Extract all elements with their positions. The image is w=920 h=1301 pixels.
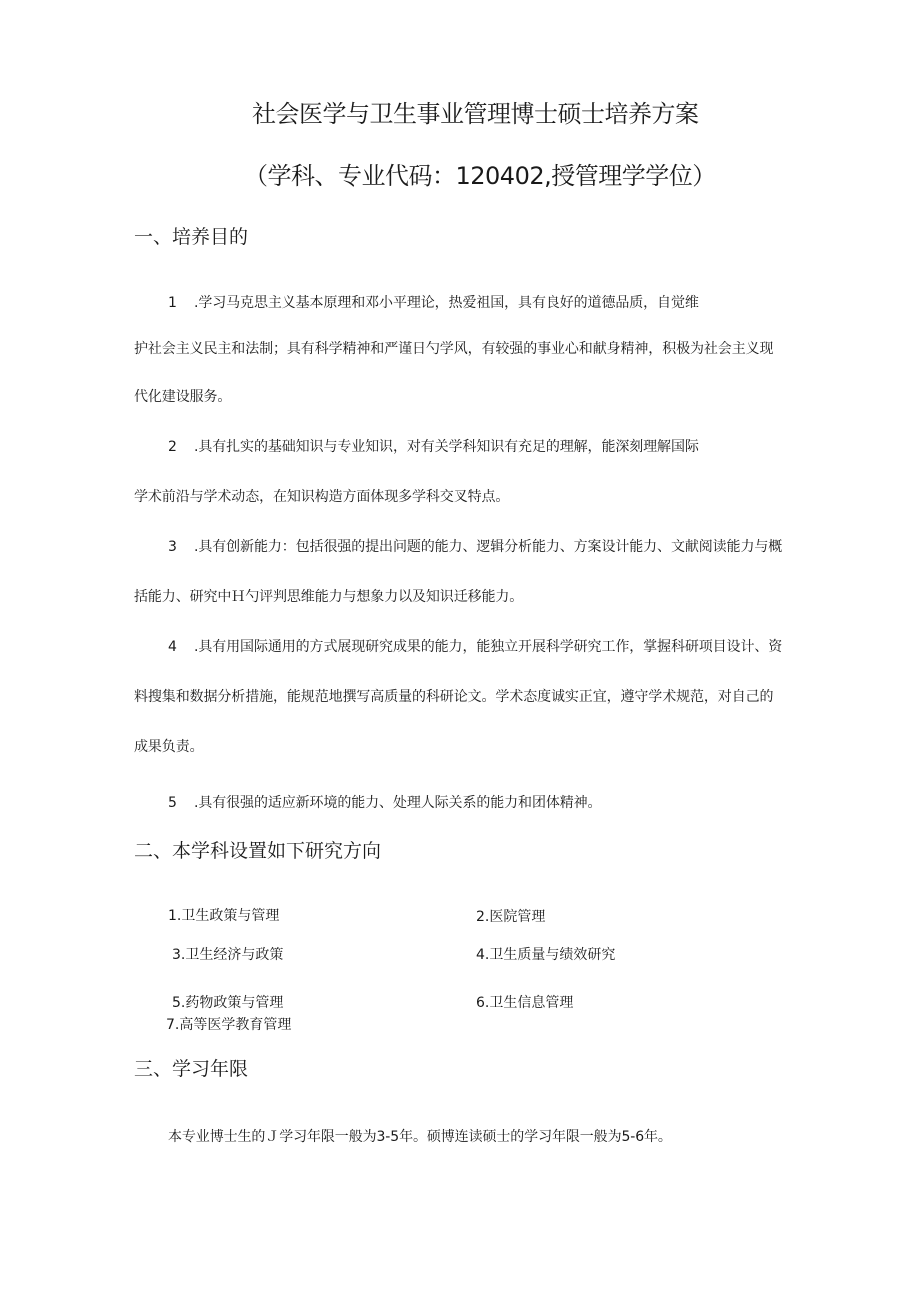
objective-number: 4 xyxy=(168,639,177,655)
objective-item-3-line1: 3 .具有创新能力：包括很强的提出问题的能力、逻辑分析能力、方案设计能力、文献阅读能力与概 xyxy=(168,539,783,555)
section-heading-research-directions: 二、本学科设置如下研究方向 xyxy=(134,840,382,862)
research-direction-4: 4.卫生质量与绩效研究 xyxy=(476,947,616,963)
objective-number: 2 xyxy=(168,439,177,455)
research-direction-2: 2.医院管理 xyxy=(476,909,546,925)
research-direction-1: 1.卫生政策与管理 xyxy=(168,908,280,924)
document-subtitle: （学科、专业代码：120402,授管理学学位） xyxy=(244,162,716,190)
objective-item-1-line2: 护社会主义民主和法制；具有科学精神和严谨日勺学风，有较强的事业心和献身精神，积极为社会主义现 xyxy=(134,341,774,357)
objective-item-3-line2: 括能力、研究中Ｈ勺评判思维能力与想象力以及知识迁移能力。 xyxy=(134,589,524,605)
research-direction-7: 7.高等医学教育管理 xyxy=(166,1017,292,1033)
research-direction-5: 5.药物政策与管理 xyxy=(172,995,284,1011)
objective-item-4-line3: 成果负责。 xyxy=(134,739,204,755)
objective-number: 1 xyxy=(168,295,177,311)
objective-item-2-line1: 2 .具有扎实的基础知识与专业知识，对有关学科知识有充足的理解，能深刻理解国际 xyxy=(168,439,699,455)
objective-item-4-line2: 料搜集和数据分析措施，能规范地撰写高质量的科研论文。学术态度诚实正宜，遵守学术规范，对自己的 xyxy=(134,689,774,705)
objective-item-1-line1: 1 .学习马克思主义基本原理和邓小平理论，热爱祖国，具有良好的道德品质，自觉维 xyxy=(168,295,699,311)
research-direction-3: 3.卫生经济与政策 xyxy=(172,947,284,963)
document-title: 社会医学与卫生事业管理博士硕士培养方案 xyxy=(252,100,699,128)
objective-item-4-line1: 4 .具有用国际通用的方式展现研究成果的能力，能独立开展科学研究工作，掌握科研项目设计、资 xyxy=(168,639,783,655)
objective-item-2-line2: 学术前沿与学术动态，在知识构造方面体现多学科交叉特点。 xyxy=(134,489,510,505)
objective-item-5-line1: 5 .具有很强的适应新环境的能力、处理人际关系的能力和团体精神。 xyxy=(168,795,602,811)
research-direction-6: 6.卫生信息管理 xyxy=(476,995,574,1011)
objective-item-1-line3: 代化建设服务。 xyxy=(134,389,232,405)
section-heading-objectives: 一、培养目的 xyxy=(134,226,249,248)
section-heading-study-duration: 三、学习年限 xyxy=(134,1058,249,1080)
study-duration-paragraph: 本专业博士生的Ｊ学习年限一般为3-5年。硕博连读硕士的学习年限一般为5-6年。 xyxy=(168,1129,672,1145)
objective-number: 5 xyxy=(168,795,177,811)
objective-number: 3 xyxy=(168,539,177,555)
